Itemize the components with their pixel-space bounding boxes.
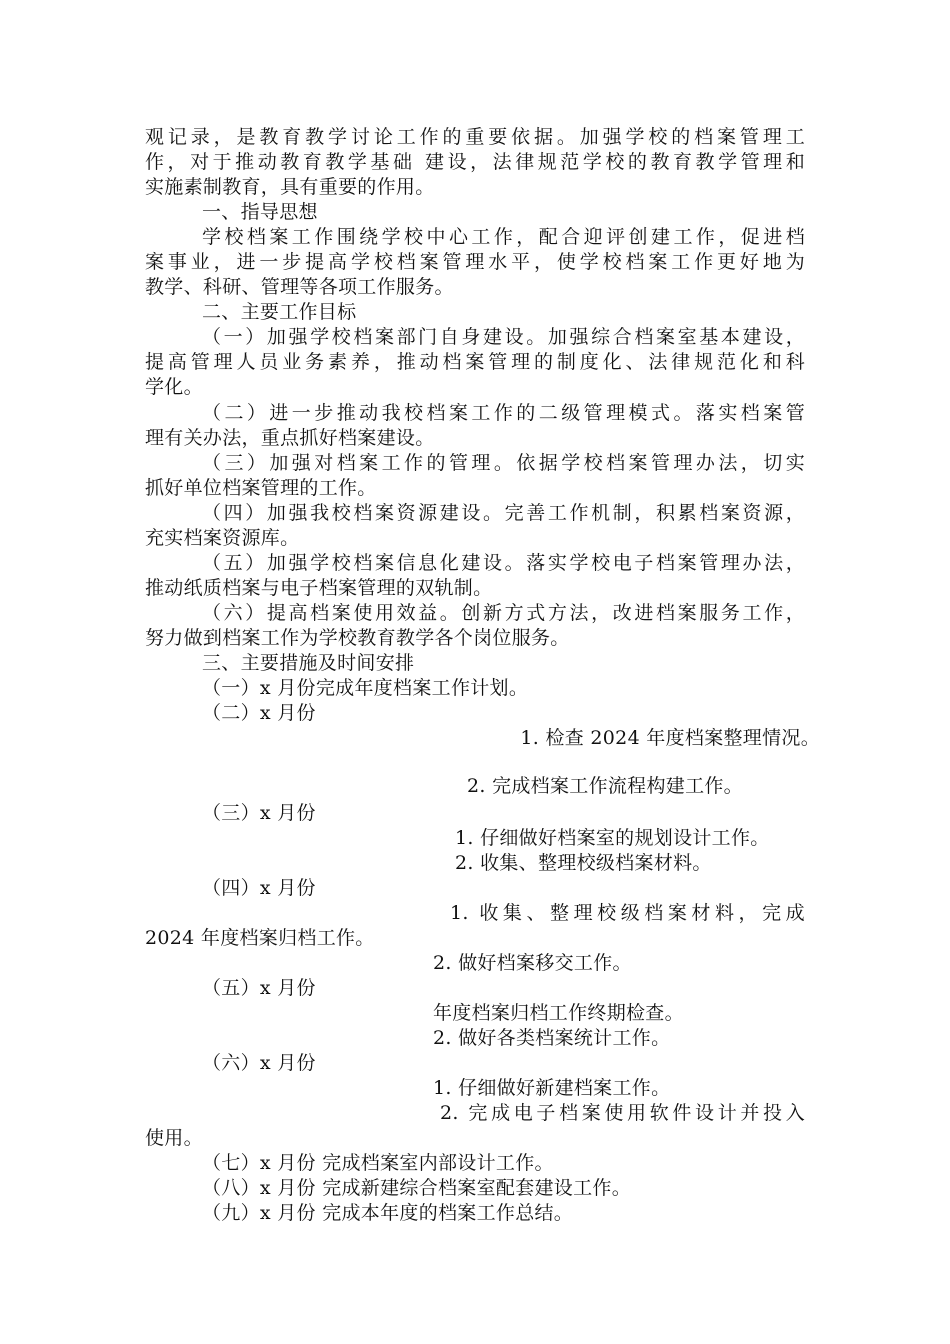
paragraph-line: 提高管理人员业务素养，推动档案管理的制度化、法律规范化和科: [145, 351, 805, 373]
schedule-subitem: 2. 完成档案工作流程构建工作。: [467, 775, 743, 797]
paragraph-line: 努力做到档案工作为学校教育教学各个岗位服务。: [145, 627, 570, 649]
paragraph-line: （二）进一步推动我校档案工作的二级管理模式。落实档案管: [202, 402, 805, 424]
schedule-item: （一）x 月份完成年度档案工作计划。: [202, 677, 529, 699]
schedule-subitem: 年度档案归档工作终期检查。: [433, 1002, 684, 1024]
schedule-item: （五）x 月份: [202, 977, 316, 999]
paragraph-line: （三）加强对档案工作的管理。依据学校档案管理办法，切实: [202, 452, 805, 474]
paragraph-line: （六）提高档案使用效益。创新方式方法，改进档案服务工作，: [202, 602, 805, 624]
paragraph-line: （四）加强我校档案资源建设。完善工作机制，积累档案资源，: [202, 502, 805, 524]
schedule-subitem: 1. 检查 2024 年度档案整理情况。: [520, 727, 820, 749]
schedule-subitem: 2. 做好各类档案统计工作。: [433, 1027, 671, 1049]
paragraph-line: 案事业，进一步提高学校档案管理水平，使学校档案工作更好地为: [145, 251, 805, 273]
schedule-subitem: 2. 收集、整理校级档案材料。: [455, 852, 712, 874]
paragraph-line: （一）加强学校档案部门自身建设。加强综合档案室基本建设，: [202, 326, 805, 348]
paragraph-line: 学化。: [145, 376, 203, 398]
paragraph-line: 学校档案工作围绕学校中心工作，配合迎评创建工作，促进档: [202, 226, 805, 248]
section-heading: 二、主要工作目标: [202, 301, 357, 323]
paragraph-line: 推动纸质档案与电子档案管理的双轨制。: [145, 577, 493, 599]
schedule-item: （三）x 月份: [202, 802, 316, 824]
schedule-item: （六）x 月份: [202, 1052, 316, 1074]
schedule-item: （四）x 月份: [202, 877, 316, 899]
schedule-subitem: 2024 年度档案归档工作。: [145, 927, 375, 949]
schedule-item: （八）x 月份 完成新建综合档案室配套建设工作。: [202, 1177, 631, 1199]
schedule-subitem: 使用。: [145, 1127, 203, 1149]
paragraph-line: 充实档案资源库。: [145, 527, 300, 549]
schedule-item: （七）x 月份 完成档案室内部设计工作。: [202, 1152, 554, 1174]
paragraph-line: 理有关办法，重点抓好档案建设。: [145, 427, 435, 449]
schedule-subitem: 2. 完成电子档案使用软件设计并投入: [440, 1102, 805, 1124]
schedule-subitem: 1. 仔细做好档案室的规划设计工作。: [455, 827, 770, 849]
section-heading: 一、指导思想: [202, 201, 318, 223]
paragraph-line: 教学、科研、管理等各项工作服务。: [145, 276, 454, 298]
schedule-item: （二）x 月份: [202, 702, 316, 724]
paragraph-line: 观记录，是教育教学讨论工作的重要依据。加强学校的档案管理工: [145, 126, 805, 148]
paragraph-line: （五）加强学校档案信息化建设。落实学校电子档案管理办法，: [202, 552, 805, 574]
section-heading: 三、主要措施及时间安排: [202, 652, 415, 674]
schedule-subitem: 1. 收集、整理校级档案材料，完成: [450, 902, 805, 924]
schedule-subitem: 2. 做好档案移交工作。: [433, 952, 632, 974]
schedule-item: （九）x 月份 完成本年度的档案工作总结。: [202, 1202, 574, 1224]
paragraph-line: 抓好单位档案管理的工作。: [145, 477, 377, 499]
paragraph-line: 实施素制教育，具有重要的作用。: [145, 176, 435, 198]
paragraph-line: 作，对于推动教育教学基础 建设，法律规范学校的教育教学管理和: [145, 151, 805, 173]
schedule-subitem: 1. 仔细做好新建档案工作。: [433, 1077, 671, 1099]
